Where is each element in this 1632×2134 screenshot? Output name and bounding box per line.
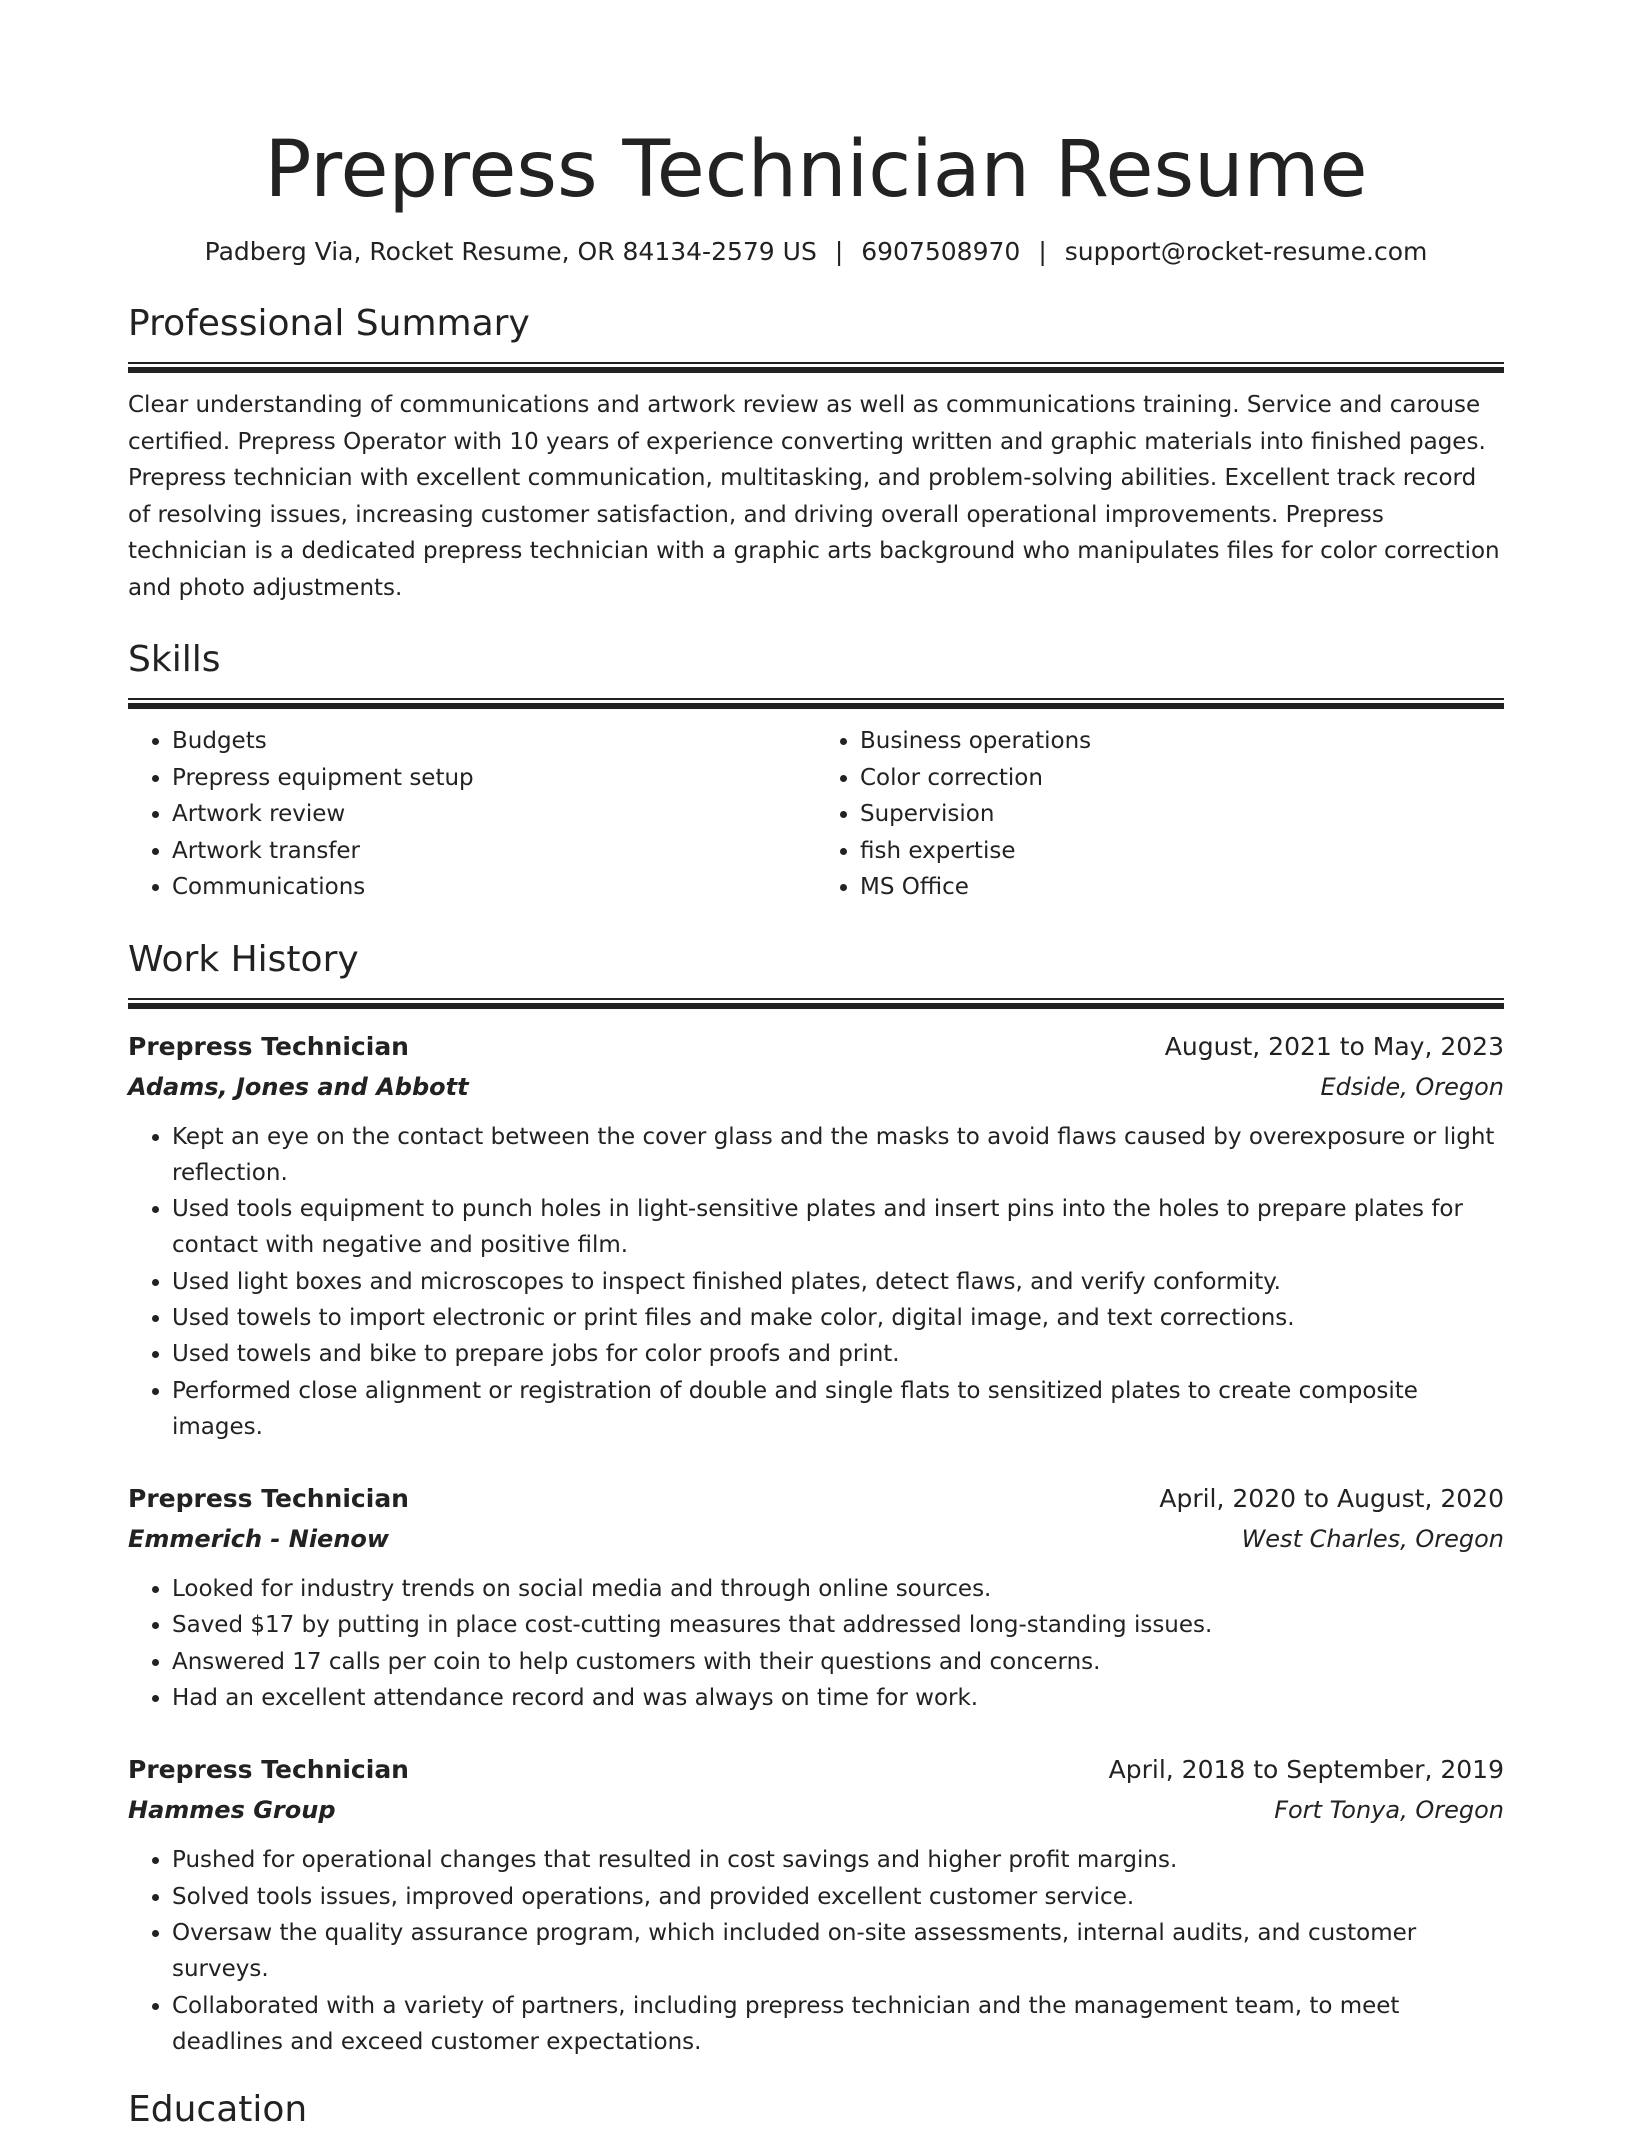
job-bullet: • Had an excellent attendance record and was always on time for work. <box>172 1680 1504 1716</box>
skills-list-left <box>128 723 816 906</box>
job-entry <box>128 1750 1504 2060</box>
job-bullets <box>128 1571 1504 1716</box>
job-company-row <box>128 1790 1504 1830</box>
job-company-row <box>128 1067 1504 1107</box>
job-company: Hammes Group <box>128 1796 336 1825</box>
section-divider <box>128 362 1504 373</box>
job-bullets <box>128 1119 1504 1446</box>
section-divider <box>128 998 1504 1009</box>
contact-email: support@rocket-resume.com <box>1064 237 1428 266</box>
job-location: Fort Tonya, Oregon <box>1274 1796 1504 1825</box>
contact-address: Padberg Via, Rocket Resume, OR 84134-2579 US <box>204 237 817 266</box>
contact-phone: 6907508970 <box>861 237 1021 266</box>
work-history-section <box>128 936 1504 2061</box>
resume-page <box>128 0 1504 2060</box>
section-divider <box>128 698 1504 709</box>
job-company-row <box>128 1519 1504 1559</box>
skill-item: • Color correction <box>860 760 1504 797</box>
job-bullet: • Looked for industry trends on social media and through online sources. <box>172 1571 1504 1607</box>
job-location: Edside, Oregon <box>1320 1072 1504 1101</box>
skill-item: • Artwork review <box>172 796 816 833</box>
job-header-row <box>128 1027 1504 1067</box>
job-bullet: • Collaborated with a variety of partners, including prepress technician and the management team, to meet deadlines and exceed customer expectations. <box>172 1988 1504 2061</box>
skills-columns <box>128 723 1504 906</box>
job-entry <box>128 1027 1504 1446</box>
job-bullet: • Used towels to import electronic or print files and make color, digital image, and text corrections. <box>172 1300 1504 1336</box>
job-header-row <box>128 1479 1504 1519</box>
job-entry <box>128 1479 1504 1716</box>
skills-heading: Skills <box>128 639 221 680</box>
job-header-row <box>128 1750 1504 1790</box>
job-bullet: • Performed close alignment or registration of double and single flats to sensitized plates to create composite images. <box>172 1373 1504 1446</box>
job-title: Prepress Technician <box>128 1484 409 1514</box>
job-location: West Charles, Oregon <box>1241 1525 1504 1554</box>
summary-heading: Professional Summary <box>128 303 530 344</box>
job-bullet: • Used light boxes and microscopes to inspect finished plates, detect flaws, and verify conformity. <box>172 1264 1504 1300</box>
summary-text: Clear understanding of communications and artwork review as well as communications training. Service and carouse certified. Prepress Operator with 10 years of experience converting written and graphic materials into finished pages. Prepress technician with excellent communication, multitasking, and problem-solving abilities. Excellent track record of resolving issues, increasing customer satisfaction, and driving overall operational improvements. Prepress technician is a dedicated prepress technician with a graphic arts background who manipulates files for color correction and photo adjustments. <box>128 392 1500 601</box>
job-dates: April, 2020 to August, 2020 <box>1159 1484 1504 1514</box>
skill-item: • Supervision <box>860 796 1504 833</box>
job-bullet: • Answered 17 calls per coin to help customers with their questions and concerns. <box>172 1644 1504 1680</box>
skill-item: • Budgets <box>172 723 816 760</box>
job-bullets <box>128 1842 1504 2060</box>
job-bullet: • Used towels and bike to prepare jobs for color proofs and print. <box>172 1336 1504 1372</box>
job-title: Prepress Technician <box>128 1755 409 1785</box>
skill-item: • fish expertise <box>860 833 1504 870</box>
job-dates: August, 2021 to May, 2023 <box>1164 1031 1504 1061</box>
job-bullet: • Kept an eye on the contact between the cover glass and the masks to avoid flaws caused by overexposure or light reflection. <box>172 1119 1504 1192</box>
skill-item: • Business operations <box>860 723 1504 760</box>
job-bullet: • Oversaw the quality assurance program, which included on-site assessments, internal audits, and customer surveys. <box>172 1915 1504 1988</box>
page-title: Prepress Technician Resume <box>264 125 1368 215</box>
job-bullet: • Pushed for operational changes that resulted in cost savings and higher profit margins. <box>172 1842 1504 1878</box>
skill-item: • Prepress equipment setup <box>172 760 816 797</box>
job-title: Prepress Technician <box>128 1031 409 1061</box>
contact-separator: | <box>1038 237 1047 266</box>
skill-item: • Artwork transfer <box>172 833 816 870</box>
contact-separator: | <box>834 237 844 266</box>
skill-item: • Communications <box>172 869 816 906</box>
education-heading: Education <box>128 2089 308 2130</box>
skills-section <box>128 636 1504 906</box>
summary-section <box>128 300 1504 606</box>
skill-item: • MS Office <box>860 869 1504 906</box>
job-bullet: • Saved $17 by putting in place cost-cutting measures that addressed long-standing issues. <box>172 1607 1504 1643</box>
job-bullet: • Used tools equipment to punch holes in light-sensitive plates and insert pins into the holes to prepare plates for contact with negative and positive film. <box>172 1191 1504 1264</box>
job-dates: April, 2018 to September, 2019 <box>1108 1755 1504 1785</box>
job-company: Emmerich - Nienow <box>128 1525 390 1554</box>
work-history-heading: Work History <box>128 938 359 980</box>
job-bullet: • Solved tools issues, improved operations, and provided excellent customer service. <box>172 1879 1504 1915</box>
contact-line <box>128 234 1504 270</box>
job-company: Adams, Jones and Abbott <box>128 1072 469 1101</box>
skills-list-right <box>816 723 1504 906</box>
